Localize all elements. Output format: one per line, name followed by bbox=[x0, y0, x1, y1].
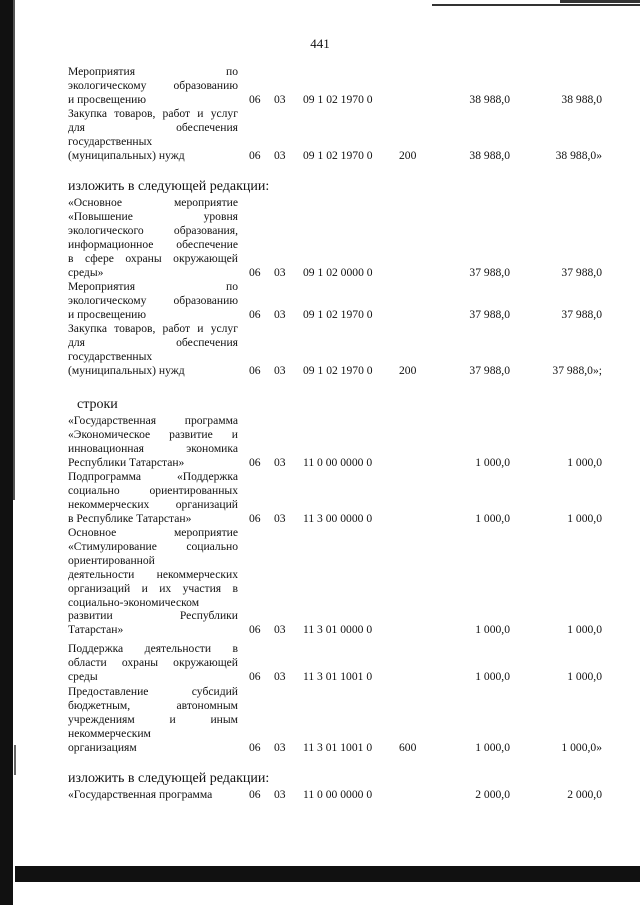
amount-value: 2 000,0 bbox=[475, 788, 510, 801]
description-line: Мероприятия по bbox=[68, 280, 238, 293]
row-description bbox=[68, 470, 238, 526]
description-line: «Экономическое развитие и bbox=[68, 427, 238, 441]
target-article-code: 11 3 00 0000 0 bbox=[303, 511, 373, 525]
section-code: 06 bbox=[249, 92, 261, 106]
description-line: в Республике Татарстан» bbox=[68, 511, 192, 525]
description-line: Предоставление субсидий bbox=[68, 685, 238, 698]
description-line: Закупка товаров, работ и услуг bbox=[68, 107, 238, 120]
row-description bbox=[68, 526, 238, 637]
target-article-code: 09 1 02 0000 0 bbox=[303, 265, 373, 279]
amount-value-2: 37 988,0»; bbox=[552, 363, 602, 377]
section-code: 06 bbox=[249, 307, 261, 321]
amount-value-2: 1 000,0 bbox=[567, 511, 602, 525]
subsection-code: 03 bbox=[274, 363, 286, 377]
description-line: Мероприятия по bbox=[68, 65, 238, 78]
description-line: организаций и их участия в bbox=[68, 581, 238, 595]
scan-left-border bbox=[0, 0, 13, 905]
description-line: экологическому образованию bbox=[68, 293, 238, 307]
subsection-code: 03 bbox=[274, 740, 286, 754]
section-code: 06 bbox=[249, 265, 261, 279]
amount-value: 37 988,0 bbox=[469, 363, 510, 377]
description-line: инновационная экономика bbox=[68, 441, 238, 455]
description-line: социально-экономическом bbox=[68, 595, 200, 609]
amount-value-2: 1 000,0» bbox=[561, 740, 602, 754]
expense-type-code: 200 bbox=[399, 148, 417, 162]
description-line: некоммерческих организаций bbox=[68, 497, 238, 511]
amount-value: 1 000,0 bbox=[475, 455, 510, 469]
subsection-code: 03 bbox=[274, 788, 286, 801]
subsection-code: 03 bbox=[274, 265, 286, 279]
description-line: «Основное мероприятие bbox=[68, 196, 238, 209]
description-line: бюджетным, автономным bbox=[68, 698, 238, 712]
scan-top-mark-2 bbox=[560, 0, 640, 3]
subsection-code: 03 bbox=[274, 623, 286, 637]
subsection-code: 03 bbox=[274, 511, 286, 525]
description-line: «Государственная программа bbox=[68, 788, 213, 801]
amount-value: 1 000,0 bbox=[475, 623, 510, 637]
description-line: для обеспечения bbox=[68, 120, 238, 134]
description-line: экологического образования, bbox=[68, 223, 238, 237]
description-line: в сфере охраны окружающей bbox=[68, 251, 238, 265]
page-number: 441 bbox=[310, 36, 330, 51]
target-article-code: 09 1 02 1970 0 bbox=[303, 92, 373, 106]
description-line: области охраны окружающей bbox=[68, 655, 238, 669]
description-line: среды» bbox=[68, 265, 104, 279]
section-code: 06 bbox=[249, 511, 261, 525]
amount-value-2: 1 000,0 bbox=[567, 623, 602, 637]
scan-top-mark bbox=[432, 4, 640, 6]
description-line: организациям bbox=[68, 740, 137, 754]
amount-value: 38 988,0 bbox=[469, 148, 510, 162]
row-description bbox=[68, 685, 238, 755]
row-description bbox=[68, 280, 238, 322]
description-line: и просвещению bbox=[68, 92, 147, 106]
amount-value: 1 000,0 bbox=[475, 740, 510, 754]
description-line: Подпрограмма «Поддержка bbox=[68, 470, 238, 483]
description-line: для обеспечения bbox=[68, 335, 238, 349]
description-line: Основное мероприятие bbox=[68, 526, 238, 539]
heading-lines: строки bbox=[77, 397, 118, 412]
amount-value-2: 38 988,0» bbox=[555, 148, 602, 162]
scan-bottom-border bbox=[15, 866, 640, 882]
amount-value: 37 988,0 bbox=[469, 265, 510, 279]
row-description bbox=[68, 196, 238, 279]
amount-value-2: 37 988,0 bbox=[561, 265, 602, 279]
description-line: среды bbox=[68, 669, 98, 683]
subsection-code: 03 bbox=[274, 669, 286, 683]
description-line: Татарстан» bbox=[68, 623, 124, 637]
amount-value-2: 38 988,0 bbox=[561, 92, 602, 106]
subsection-code: 03 bbox=[274, 307, 286, 321]
target-article-code: 09 1 02 1970 0 bbox=[303, 307, 373, 321]
description-line: и просвещению bbox=[68, 307, 147, 321]
description-line: «Стимулирование социально bbox=[68, 539, 238, 553]
amount-value-2: 1 000,0 bbox=[567, 669, 602, 683]
row-description bbox=[68, 322, 238, 378]
amount-value-2: 37 988,0 bbox=[561, 307, 602, 321]
description-line: государственных bbox=[68, 134, 153, 148]
description-line: государственных bbox=[68, 349, 153, 363]
amount-value: 1 000,0 bbox=[475, 669, 510, 683]
subsection-code: 03 bbox=[274, 455, 286, 469]
subsection-code: 03 bbox=[274, 92, 286, 106]
target-article-code: 11 0 00 0000 0 bbox=[303, 788, 373, 801]
expense-type-code: 200 bbox=[399, 363, 417, 377]
row-description bbox=[68, 788, 238, 802]
description-line: «Повышение уровня bbox=[68, 209, 238, 223]
amount-value: 37 988,0 bbox=[469, 307, 510, 321]
target-article-code: 09 1 02 1970 0 bbox=[303, 363, 373, 377]
row-description bbox=[68, 414, 238, 470]
section-code: 06 bbox=[249, 740, 261, 754]
target-article-code: 11 0 00 0000 0 bbox=[303, 455, 373, 469]
scan-left-mark bbox=[14, 745, 16, 775]
target-article-code: 09 1 02 1970 0 bbox=[303, 148, 373, 162]
description-line: социально ориентированных bbox=[68, 483, 238, 497]
amount-value: 38 988,0 bbox=[469, 92, 510, 106]
description-line: «Государственная программа bbox=[68, 414, 238, 427]
description-line: Закупка товаров, работ и услуг bbox=[68, 322, 238, 335]
description-line: экологическому образованию bbox=[68, 78, 238, 92]
subsection-code: 03 bbox=[274, 148, 286, 162]
description-line: информационное обеспечение bbox=[68, 237, 238, 251]
row-description bbox=[68, 107, 238, 163]
section-code: 06 bbox=[249, 788, 261, 801]
description-line: (муниципальных) нужд bbox=[68, 363, 185, 377]
section-code: 06 bbox=[249, 623, 261, 637]
description-line: Поддержка деятельности в bbox=[68, 642, 238, 655]
heading-new-edition-1: изложить в следующей редакции: bbox=[68, 179, 270, 194]
section-code: 06 bbox=[249, 363, 261, 377]
section-code: 06 bbox=[249, 455, 261, 469]
heading-new-edition-2: изложить в следующей редакции: bbox=[68, 771, 270, 786]
expense-type-code: 600 bbox=[399, 740, 417, 754]
description-line: Республики Татарстан» bbox=[68, 455, 185, 469]
description-line: ориентированной bbox=[68, 553, 155, 567]
section-code: 06 bbox=[249, 148, 261, 162]
description-line: развитии Республики bbox=[68, 609, 238, 623]
description-line: (муниципальных) нужд bbox=[68, 148, 185, 162]
description-line: деятельности некоммерческих bbox=[68, 567, 238, 581]
section-code: 06 bbox=[249, 669, 261, 683]
scan-left-shadow bbox=[13, 0, 15, 500]
description-line: некоммерческим bbox=[68, 726, 151, 740]
row-description bbox=[68, 65, 238, 107]
description-line: учреждениям и иным bbox=[68, 712, 238, 726]
target-article-code: 11 3 01 0000 0 bbox=[303, 623, 373, 637]
amount-value: 1 000,0 bbox=[475, 511, 510, 525]
amount-value-2: 2 000,0 bbox=[567, 788, 602, 801]
amount-value-2: 1 000,0 bbox=[567, 455, 602, 469]
row-description bbox=[68, 642, 238, 684]
target-article-code: 11 3 01 1001 0 bbox=[303, 669, 373, 683]
target-article-code: 11 3 01 1001 0 bbox=[303, 740, 373, 754]
